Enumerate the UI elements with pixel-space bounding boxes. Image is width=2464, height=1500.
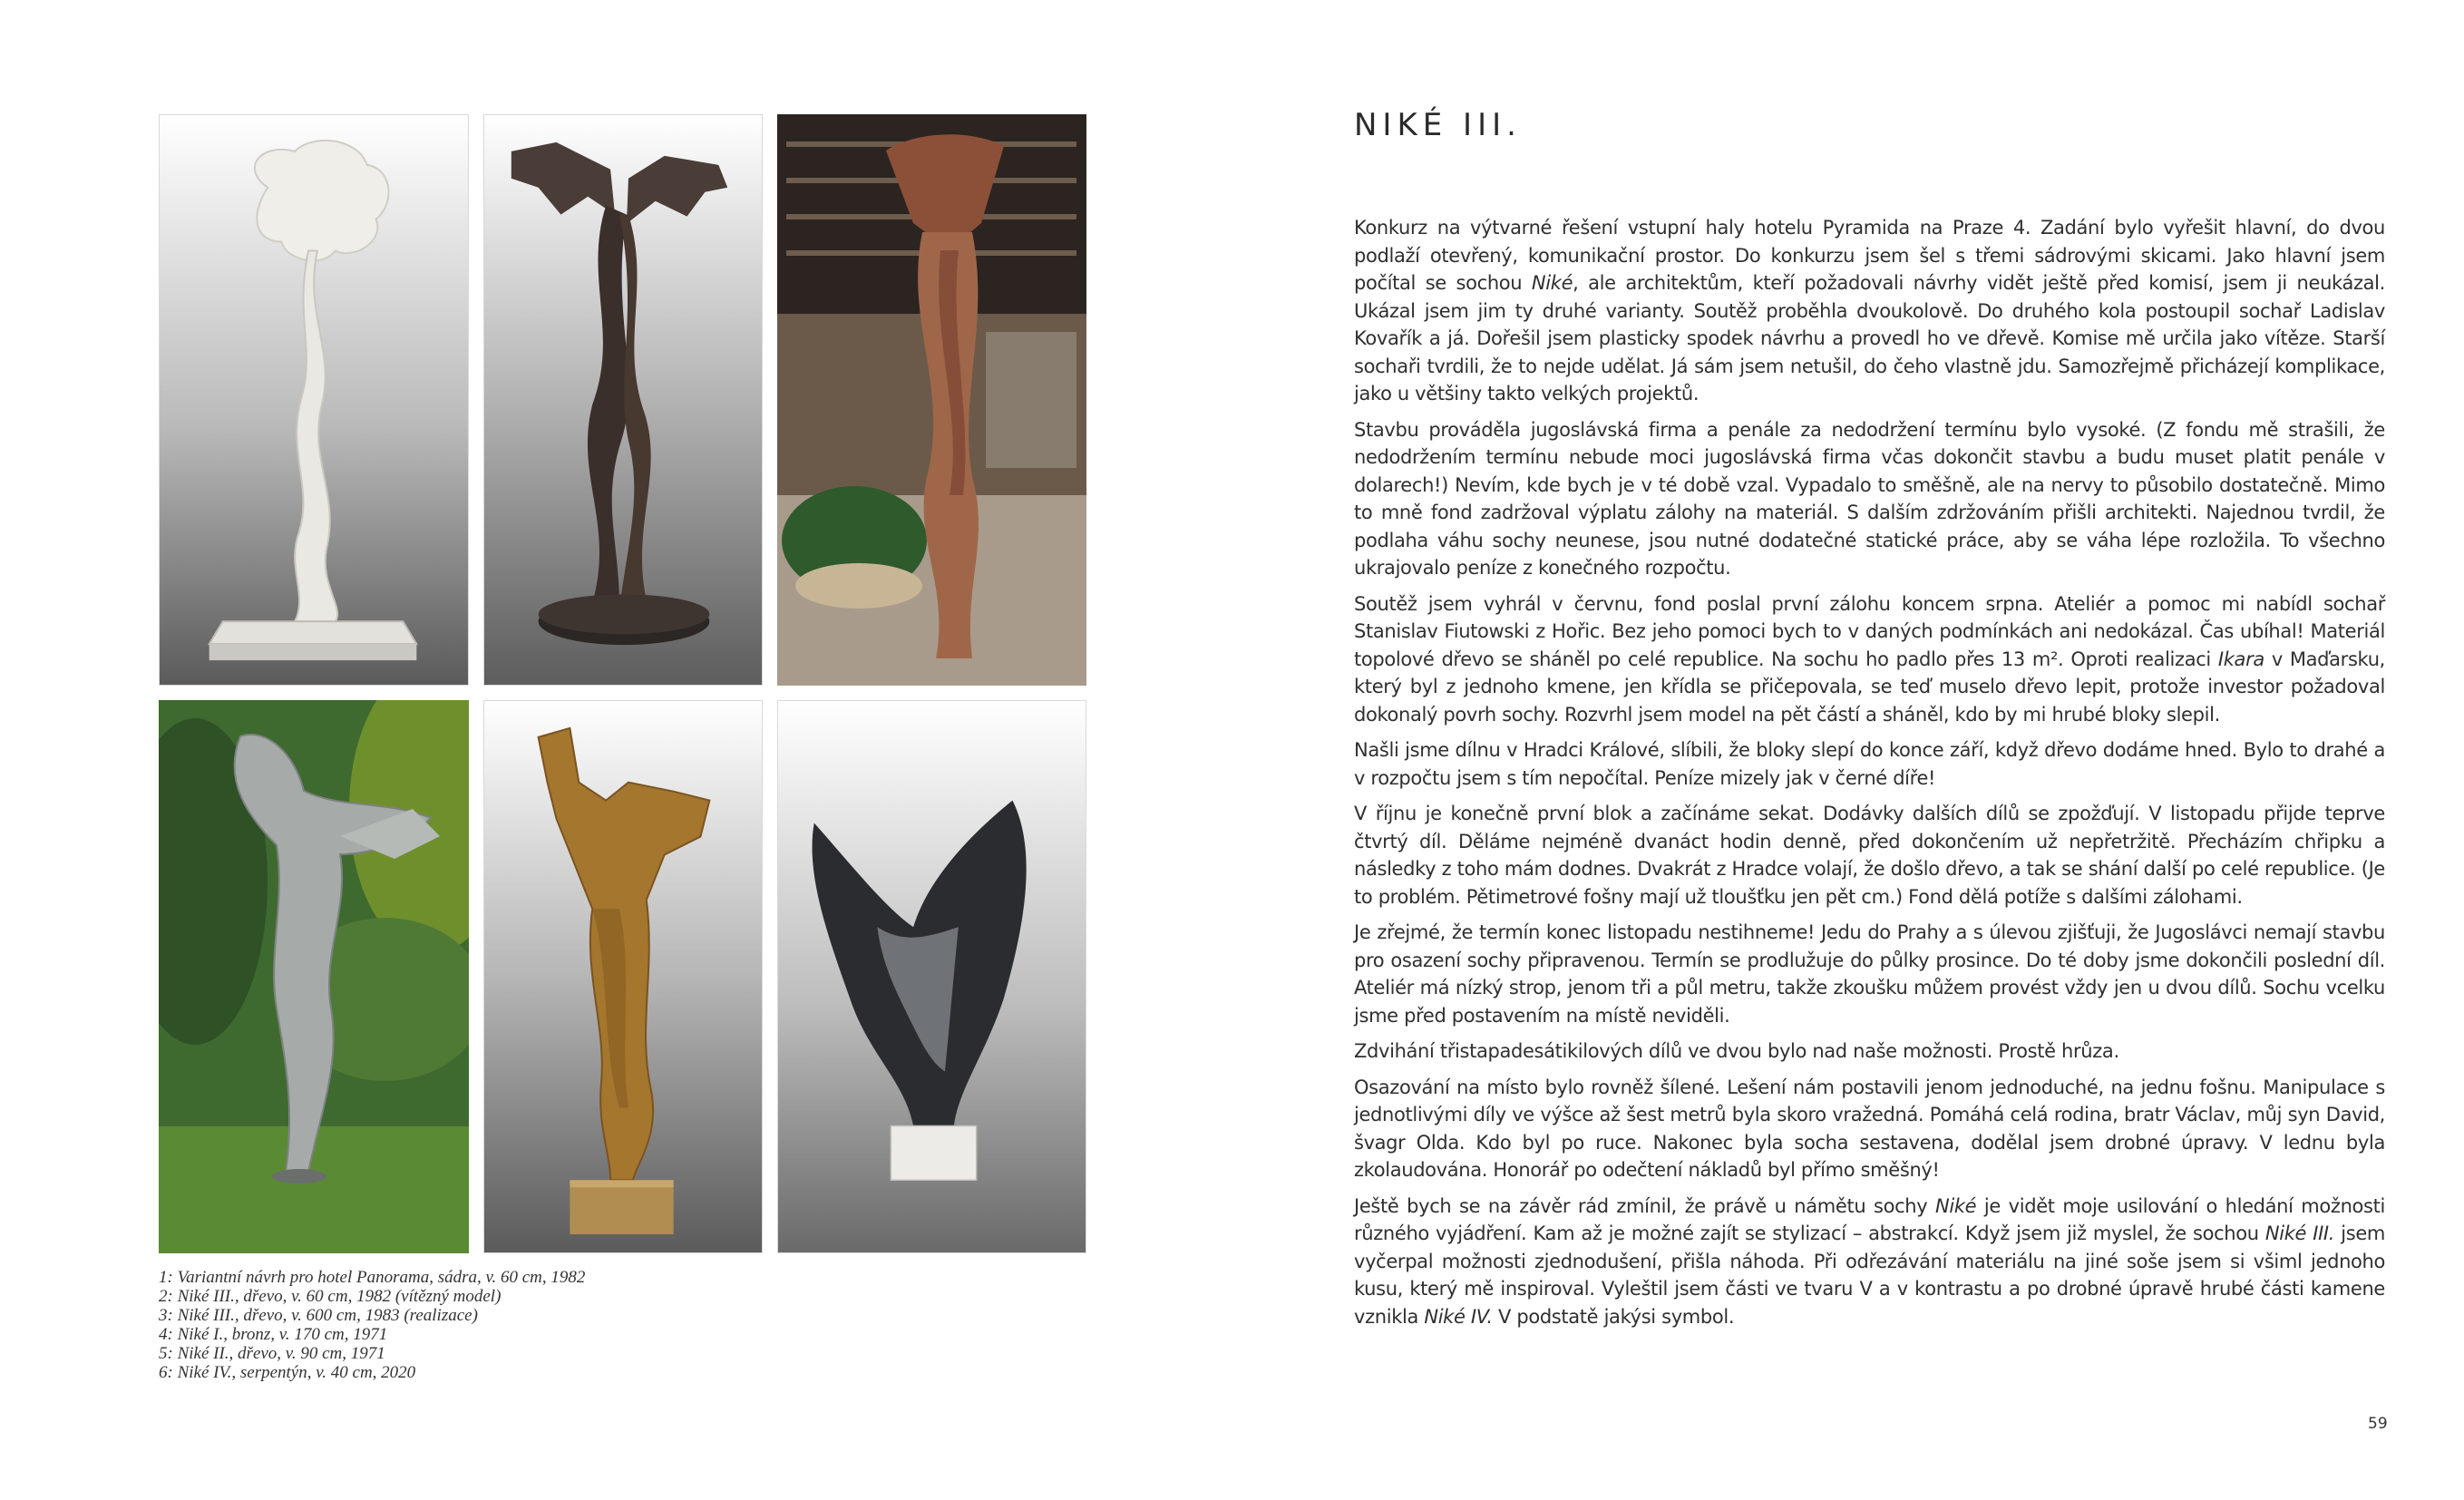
text-run: je vidět moje usilování o hledání možnosti různého vyjádření. Kam až je možné zajít se stylizací – abstrakcí. Když jsem již myslel, že sochou	[1354, 1194, 2385, 1244]
photo-nike-i-garden	[159, 700, 469, 1253]
body-paragraph	[1354, 736, 2385, 792]
garden-bronze-image	[159, 700, 469, 1253]
text-run: Stavbu prováděla jugoslávská firma a penále za nedodržení termínu bylo vysoké. (Z fondu mě strašili, že nedodržením termínu nebude moci jugoslávská firma včas dokončit stavbu a budu muset platit penále v dolarech!) Nevím, kde bych je v té době vzal. Vypadalo to směšně, ale na nervy to působilo dostatečně. Mimo to mně fond zadržoval výplatu zálohy na materiál. S dalším zdržováním přišli architekti. Najednou tvrdil, že podlaha váhu sochy neunese, jsou nutné dodatečné statické práce, aby se váha lépe rozložila. To všechno ukrajovalo peníze z konečného rozpočtu.	[1354, 418, 2385, 579]
text-run: jsem vyčerpal možnosti zjednodušení, přišla náhoda. Při odřezávání materiálu na jiné soše jsem si všiml jednoho kusu, který mě inspiroval. Vyleštil jsem části ve tvaru V a v kontrastu a po drobné úpravě hrubé části kamene vznikla	[1354, 1222, 2386, 1328]
photo-nike-iv-serpentine	[777, 700, 1086, 1253]
body-paragraph	[1354, 214, 2385, 408]
text-run: Konkurz na výtvarné řešení vstupní haly hotelu Pyramida na Praze 4. Zadání bylo vyřešit hlavní, do dvou podlaží otevřený, komunikační prostor. Do konkurzu jsem šel s třemi sádrovými skicami. Jako hlavní jsem počítal se sochou	[1354, 217, 2385, 294]
text-run: Je zřejmé, že termín konec listopadu nestihneme! Jedu do Prahy a s úlevou zjišťuji, že Jugoslávci nemají stavbu pro osazení sochy připravenou. Termín se prodlužuje do půlky prosince. Do té doby jsme dokončili poslední díl. Ateliér má nízký strop, jenom tři a půl metru, takže zkoušku můžem provést vždy jen u dvou dílů. Sochu vcelku jsme před postavením na místě neviděli.	[1354, 921, 2385, 1027]
text-run: v Maďarsku, který byl z jednoho kmene, jen křídla se přičepovala, se teď muselo dřevo lepit, protože investor požadoval dokonalý povrh sochy. Rozvrhl jsem model na pět částí a sháněl, kdo by mi hrubé bloky slepil.	[1354, 648, 2385, 726]
caption-6: 6: Niké IV., serpentýn, v. 40 cm, 2020	[159, 1363, 416, 1382]
photo-nike-iii-realization	[777, 114, 1086, 686]
body-paragraph	[1354, 1074, 2385, 1184]
italic-run: Ikara	[2217, 648, 2264, 670]
text-run: Zdvihání třistapadesátikilových dílů ve dvou bylo nad naše možnosti. Prostě hrůza.	[1354, 1040, 2119, 1062]
text-run: Osazování na místo bylo rovněž šílené. Lešení nám postavili jenom jednoduché, na jednu fošnu. Manipulace s jednotlivými díly ve výšce až šest metrů byla skoro vražedná. Pomáhá celá rodina, bratr Václav, můj syn David, švagr Olda. Kdo byl po ruce. Nakonec byla socha sestavena, dodělal jsem drobné úpravy. V lednu byla zkolaudována. Honorář po odečtení nákladů byl přímo směšný!	[1354, 1076, 2385, 1181]
italic-run: Niké	[1531, 272, 1573, 294]
chapter-body-text	[1354, 214, 2385, 1339]
golden-wood-image	[484, 701, 762, 1252]
serpentine-image	[778, 701, 1086, 1252]
photo-nike-iii-model	[483, 114, 763, 686]
text-run: V podstatě jakýsi symbol.	[1492, 1305, 1735, 1328]
chapter-title: NIKÉ III.	[1354, 107, 1522, 143]
body-paragraph	[1354, 1037, 2385, 1066]
photo-plaster-sketch	[159, 114, 469, 686]
wood-model-image	[484, 115, 762, 685]
body-paragraph	[1354, 1193, 2385, 1331]
page-number: 59	[2368, 1415, 2388, 1433]
hall-realization-image	[777, 114, 1086, 686]
italic-run: Niké	[1935, 1194, 1977, 1217]
caption-5: 5: Niké II., dřevo, v. 90 cm, 1971	[159, 1344, 385, 1363]
text-run: Ještě bych se na závěr rád zmínil, že právě u námětu sochy	[1354, 1194, 1935, 1217]
body-paragraph	[1354, 919, 2385, 1029]
caption-3: 3: Niké III., dřevo, v. 600 cm, 1983 (realizace)	[159, 1306, 478, 1325]
photo-nike-ii-wood	[483, 700, 763, 1253]
photo-captions	[159, 1268, 794, 1382]
body-paragraph	[1354, 416, 2385, 582]
text-run: Našli jsme dílnu v Hradci Králové, slíbili, že bloky slepí do konce září, když dřevo dodáme hned. Bylo to drahé a v rozpočtu jsem s tím nepočítal. Peníze mizely jak v černé díře!	[1354, 739, 2385, 789]
text-run: , ale architektům, kteří požadovali návrhy vidět ještě před komisí, jsem ji neukázal. Ukázal jsem jim ty druhé varianty. Soutěž proběhla dvoukolově. Do druhého kola postoupil sochař Ladislav Kovařík a já. Dořešil jsem plasticky spodek návrhu a provedl ho ve dřevě. Komise mě určila jako vítěze. Starší sochaři tvrdili, že to nejde udělat. Já sám jsem netušil, do čeho vlastně jdu. Samozřejmě přicházejí komplikace, jako u většiny takto velkých projektů.	[1354, 272, 2385, 404]
caption-4: 4: Niké I., bronz, v. 170 cm, 1971	[159, 1325, 388, 1344]
caption-1: 1: Variantní návrh pro hotel Panorama, sádra, v. 60 cm, 1982	[159, 1268, 586, 1287]
caption-2: 2: Niké III., dřevo, v. 60 cm, 1982 (vítězný model)	[159, 1287, 502, 1306]
text-run: Soutěž jsem vyhrál v červnu, fond poslal první zálohu koncem srpna. Ateliér a pomoc mi nabídl sochař Stanislav Fiutowski z Hořic. Bez jeho pomoci bych to v daných podmínkách ani nedokázal. Čas ubíhal! Materiál topolové dřevo se sháněl po celé republice. Na sochu ho padlo přes 13 m². Oproti realizaci	[1354, 592, 2385, 670]
italic-run: Niké III.	[2264, 1222, 2335, 1244]
italic-run: Niké IV.	[1424, 1305, 1493, 1328]
body-paragraph	[1354, 800, 2385, 911]
text-run: V říjnu je konečně první blok a začínáme sekat. Dodávky dalších dílů se zpožďují. V listopadu přijde teprve čtvrtý díl. Děláme nejméně dvanáct hodin denně, před dokončením už nepřetržitě. Přecházím chřipku a následky z toho mám dodnes. Dvakrát z Hradce volají, že došlo dřevo, a tak se shání další po celé republice. (Je to problém. Pětimetrové fošny mají už tloušťku jen pět cm.) Fond dělá potíže s dalšími zálohami.	[1354, 803, 2385, 908]
body-paragraph	[1354, 590, 2385, 729]
plaster-sculpture-image	[160, 115, 468, 685]
